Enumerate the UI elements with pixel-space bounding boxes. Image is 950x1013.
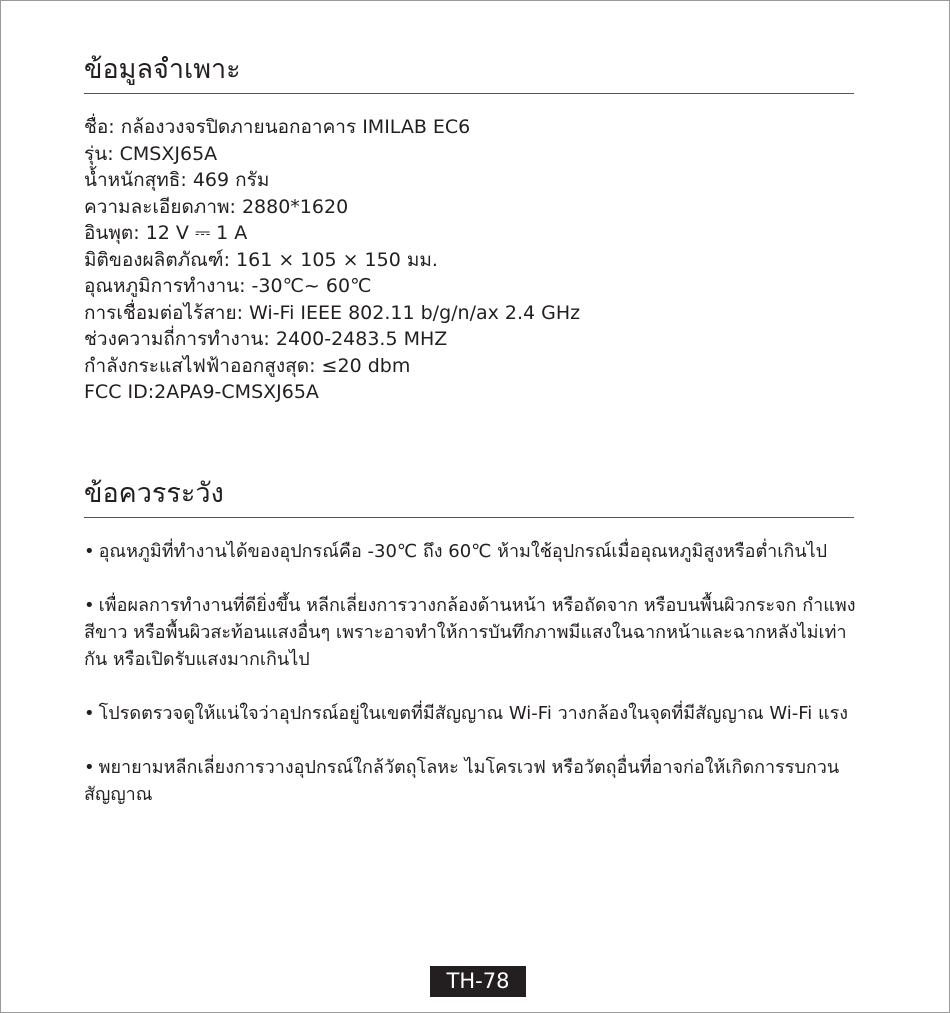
cautions-divider bbox=[84, 517, 854, 518]
spec-item-operating-temperature: อุณหภูมิการทำงาน: -30℃~ 60℃ bbox=[84, 275, 372, 297]
caution-text: พยายามหลีกเลี่ยงการวางอุปกรณ์ใกล้วัตถุโลหะ ไมโครเวฟ หรือวัตถุอื่นที่อาจก่อให้เกิดการรบกวนสัญญาณ bbox=[84, 757, 840, 805]
caution-text: อุณหภูมิที่ทำงานได้ของอุปกรณ์คือ -30℃ ถึง 60℃ ห้ามใช้อุปกรณ์เมื่ออุณหภูมิสูงหรือต่ำเกินไป bbox=[98, 541, 828, 562]
spec-item-wireless: การเชื่อมต่อไร้สาย: Wi-Fi IEEE 802.11 b/g/n/ax 2.4 GHz bbox=[84, 301, 581, 324]
specifications-heading: ข้อมูลจำเพาะ bbox=[84, 54, 241, 85]
bullet-icon: • bbox=[84, 703, 95, 724]
spec-item-dimensions: มิติของผลิตภัณฑ์: 161 × 105 × 150 มม. bbox=[84, 248, 438, 271]
caution-item bbox=[84, 538, 859, 565]
spec-item-resolution: ความละเอียดภาพ: 2880*1620 bbox=[84, 195, 349, 218]
bullet-icon: • bbox=[84, 541, 95, 562]
specifications-divider bbox=[84, 93, 854, 94]
spec-item-fcc-id: FCC ID:2APA9-CMSXJ65A bbox=[84, 381, 319, 403]
page-number: TH-78 bbox=[430, 966, 526, 997]
bullet-icon: • bbox=[84, 757, 95, 778]
caution-item bbox=[84, 700, 859, 727]
cautions-list bbox=[84, 538, 859, 835]
bullet-icon: • bbox=[84, 595, 95, 616]
cautions-heading: ข้อควรระวัง bbox=[84, 478, 224, 509]
caution-item bbox=[84, 754, 859, 808]
spec-item-model: รุ่น: CMSXJ65A bbox=[84, 142, 218, 165]
caution-text: เพื่อผลการทำงานที่ดียิ่งขึ้น หลีกเลี่ยงการวางกล้องด้านหน้า หรือถัดจาก หรือบนพื้นผิวกระจก กำแพงสีขาว หรือพื้นผิวสะท้อนแสงอื่นๆ เพราะอาจทำให้การบันทึกภาพมีแสงในฉากหน้าและฉากหลังไม่เท่ากัน หรือเปิดรับแสงมากเกินไป bbox=[84, 595, 856, 670]
spec-item-max-output-power: กำลังกระแสไฟฟ้าออกสูงสุด: ≤20 dbm bbox=[84, 354, 411, 377]
caution-text: โปรดตรวจดูให้แน่ใจว่าอุปกรณ์อยู่ในเขตที่มีสัญญาณ Wi-Fi วางกล้องในจุดที่มีสัญญาณ Wi-Fi แรง bbox=[98, 703, 849, 724]
spec-item-net-weight: น้ำหนักสุทธิ: 469 กรัม bbox=[84, 169, 270, 191]
spec-item-input: อินพุต: 12 V ⎓ 1 A bbox=[84, 222, 248, 244]
caution-item bbox=[84, 592, 859, 673]
specifications-list bbox=[84, 114, 854, 406]
spec-item-name: ชื่อ: กล้องวงจรปิดภายนอกอาคาร IMILAB EC6 bbox=[84, 116, 471, 138]
spec-item-frequency-range: ช่วงความถี่การทำงาน: 2400-2483.5 MHZ bbox=[84, 328, 448, 350]
